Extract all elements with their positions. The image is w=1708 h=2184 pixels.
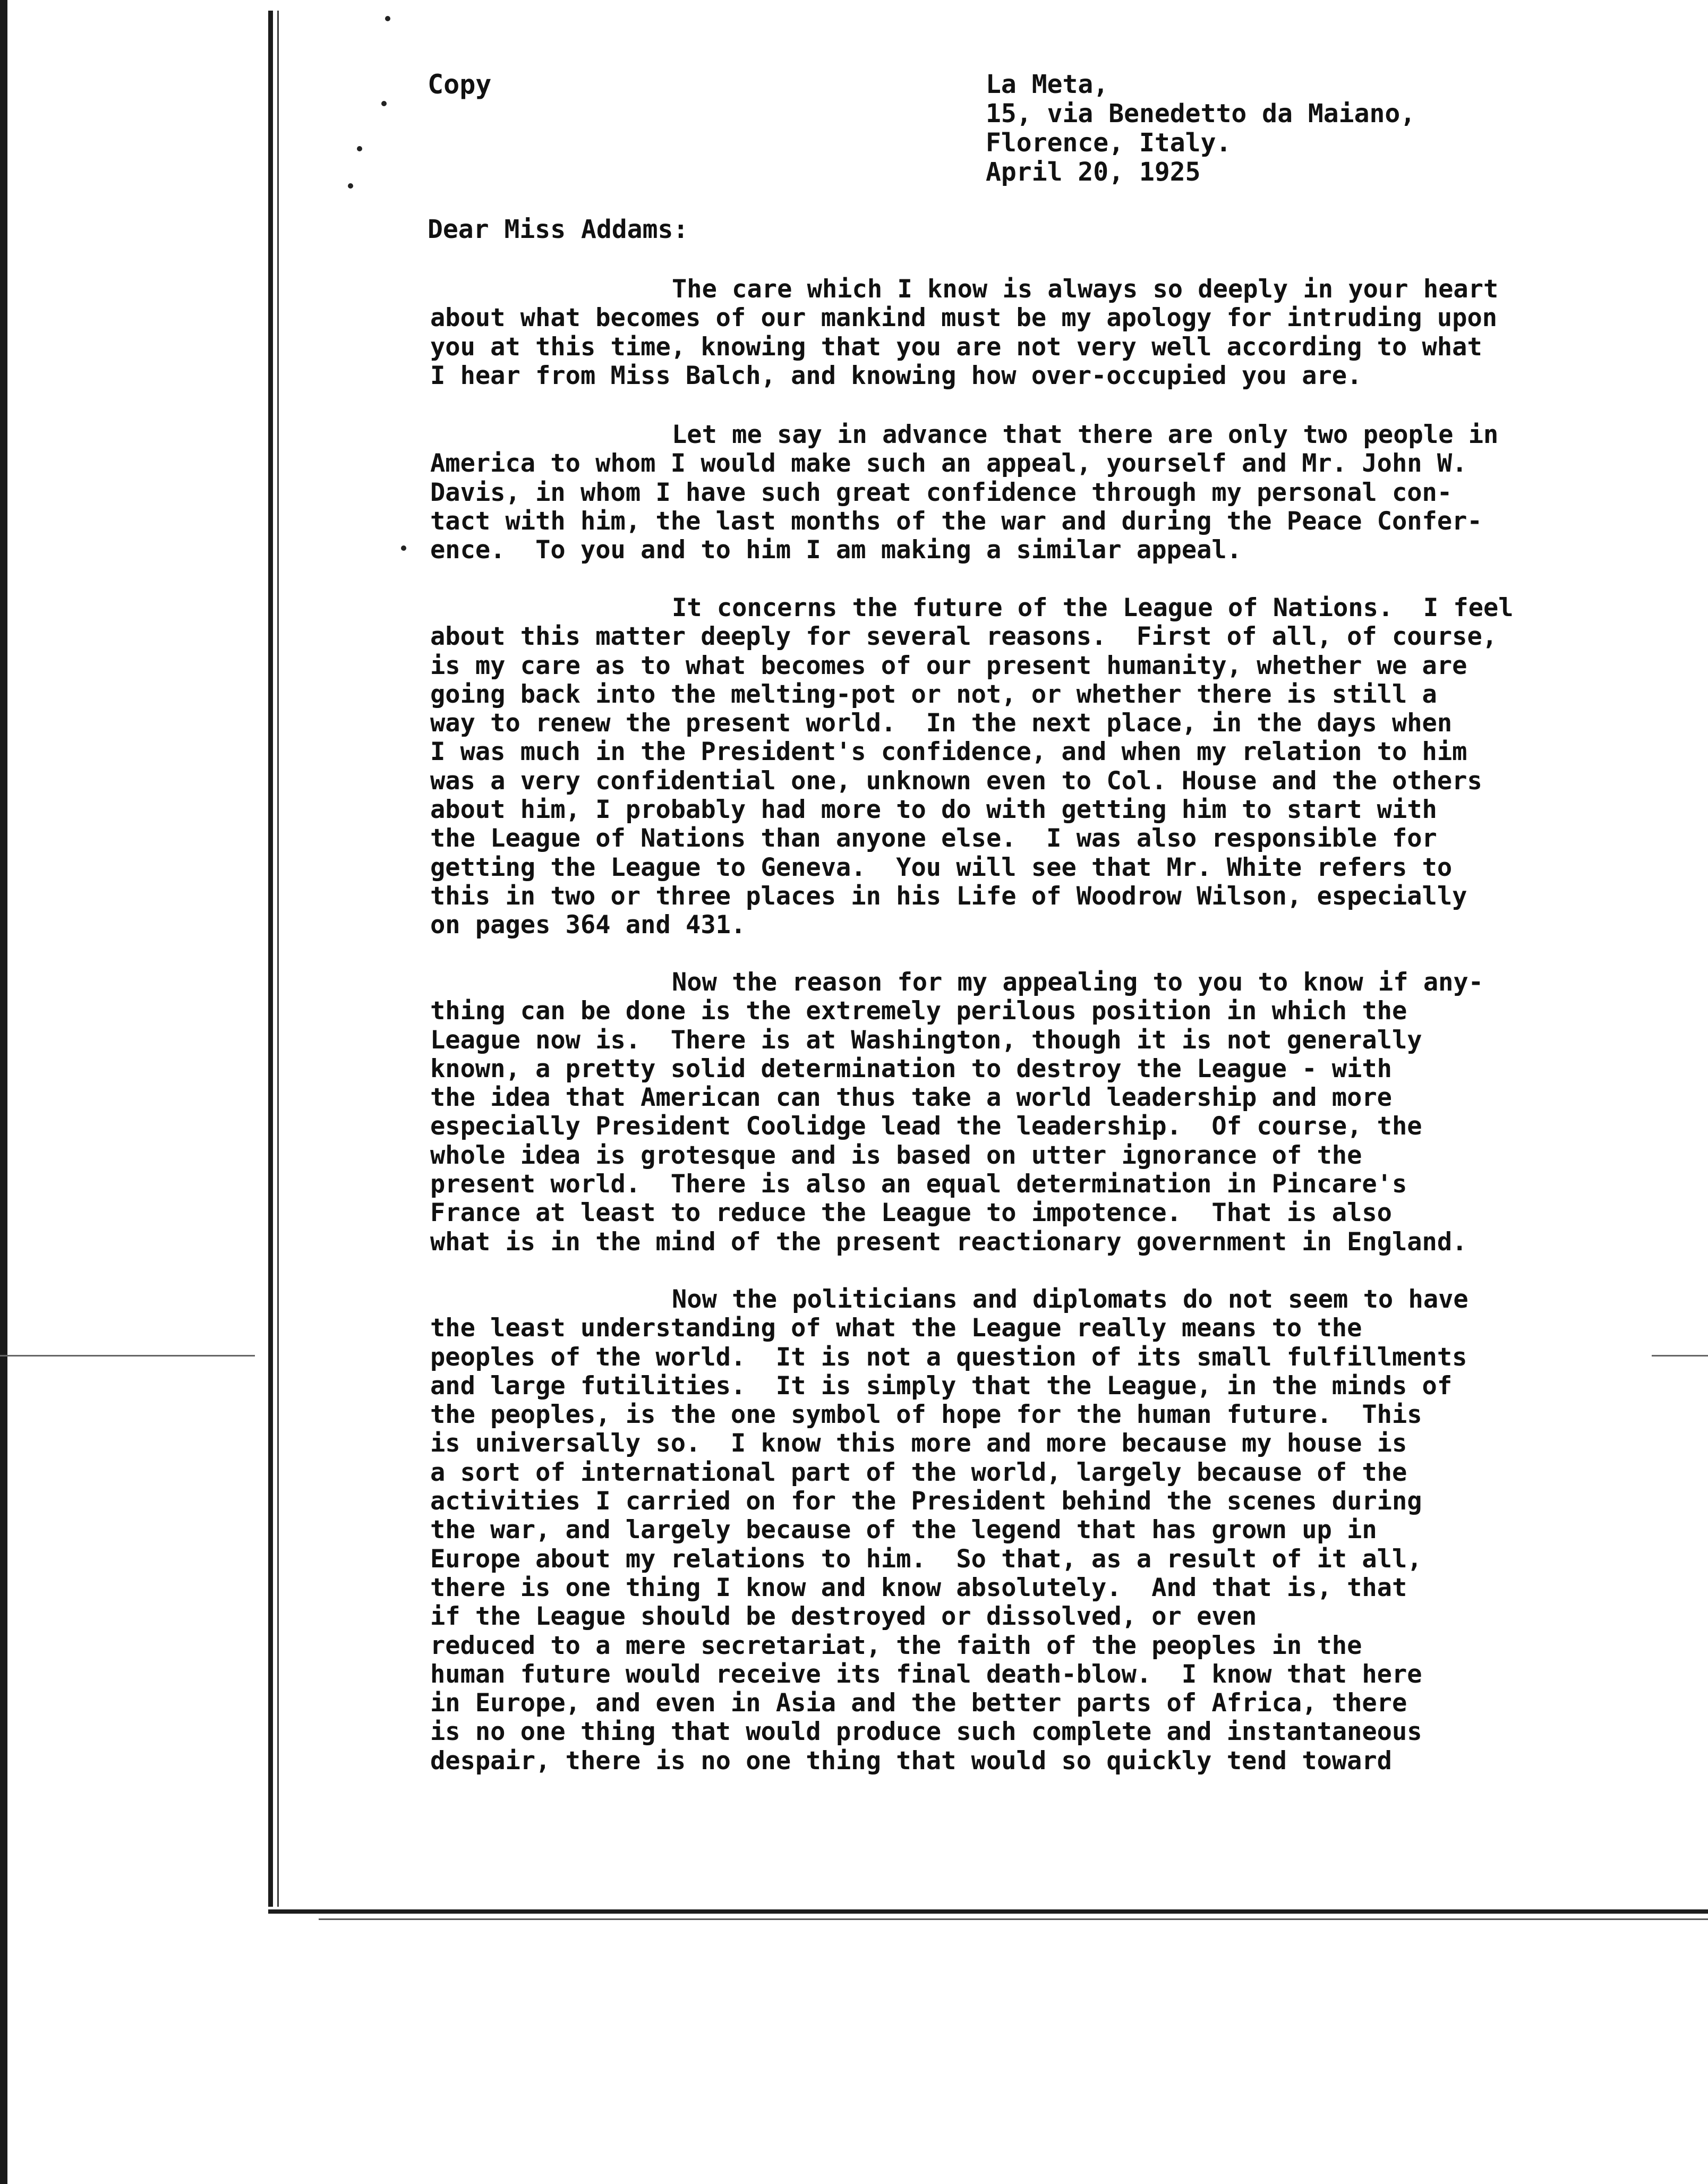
letter-paragraph <box>430 968 1636 1257</box>
punch-hole-mark <box>348 183 353 189</box>
copy-page-bottom-edge-inner <box>319 1918 1708 1920</box>
punch-hole-mark <box>401 545 406 551</box>
copy-label: Copy <box>428 69 492 100</box>
copy-page-left-edge-inner <box>277 11 279 1907</box>
letter-paragraph <box>430 421 1636 565</box>
paragraph-text: Now the politicians and diplomats do not seem to have the least understanding of what the League really means to the peoples of the world. It is not a question of its small fulfillments and large futilities. It is simply that the League, in the minds of the peoples, is the one symbol of hope for the human future. This is universally so. I know this more and more because my house is a sort of international part of the world, largely because of the activities I carried on for the President behind the scenes during the war, and largely because of the legend that has grown up in Europe about my relations to him. So that, as a result of it all, there is one thing I know and know absolutely. And that is, that if the League should be destroyed or dissolved, or even reduced to a mere secretariat, the faith of the peoples in the human future would receive its final death-blow. I know that here in Europe, and even in Asia and the better parts of Africa, there is no one thing that would produce such complete and instantaneous despair, there is no one thing that would so quickly tend toward <box>430 1285 1468 1776</box>
scan-left-edge <box>0 0 7 2184</box>
address-line: 15, via Benedetto da Maiano, <box>986 99 1416 129</box>
scan-speck <box>385 16 390 21</box>
letter-paragraph <box>430 275 1636 390</box>
copy-page-left-edge <box>268 11 273 1907</box>
punch-hole-mark <box>357 146 362 151</box>
paragraph-text: It concerns the future of the League of Nations. I feel about this matter deeply for several reasons. First of all, of course, is my care as to what becomes of our present humanity, whether we are going back into the melting-pot or not, or whether there is still a way to renew the present world. In the next place, in the days when I was much in the President's confidence, and when my relation to him was a very confidential one, unknown even to Col. House and the others about him, I probably had more to do with getting him to start with the League of Nations than anyone else. I was also responsible for getting the League to Geneva. You will see that Mr. White refers to this in two or three places in his Life of Woodrow Wilson, especially on pages 364 and 431. <box>430 593 1514 940</box>
address-line: Florence, Italy. <box>986 128 1232 158</box>
paragraph-text: The care which I know is always so deeply in your heart about what becomes of our mankind must be my apology for intruding upon you at this time, knowing that you are not very well according to what I hear from Miss Balch, and knowing how over-occupied you are. <box>430 275 1499 390</box>
letter-paragraph <box>430 594 1636 940</box>
letter-paragraph <box>430 1285 1636 1776</box>
paragraph-text: Now the reason for my appealing to you to know if any- thing can be done is the extremely perilous position in which the League now is. There is at Washington, though it is not generally known, a pretty solid determination to destroy the League - with the idea that American can thus take a world leadership and more especially President Coolidge lead the leadership. Of course, the whole idea is grotesque and is based on utter ignorance of the present world. There is also an equal determination in Pincare's France at least to reduce the League to impotence. That is also what is in the mind of the present reactionary government in England. <box>430 968 1484 1257</box>
salutation: Dear Miss Addams: <box>428 215 689 244</box>
fold-mark-right <box>1652 1355 1708 1357</box>
address-line: La Meta, <box>986 70 1109 99</box>
copy-page-bottom-edge <box>268 1909 1708 1914</box>
fold-mark-left <box>0 1355 255 1357</box>
punch-hole-mark <box>381 101 387 106</box>
paragraph-text: Let me say in advance that there are only two people in America to whom I would make such an appeal, yourself and Mr. John W. Davis, in whom I have such great confidence through my personal con- tact with him, the last months of the war and during the Peace Confer- ence. To you and to him I am making a similar appeal. <box>430 420 1499 565</box>
letter-date: April 20, 1925 <box>986 157 1201 187</box>
